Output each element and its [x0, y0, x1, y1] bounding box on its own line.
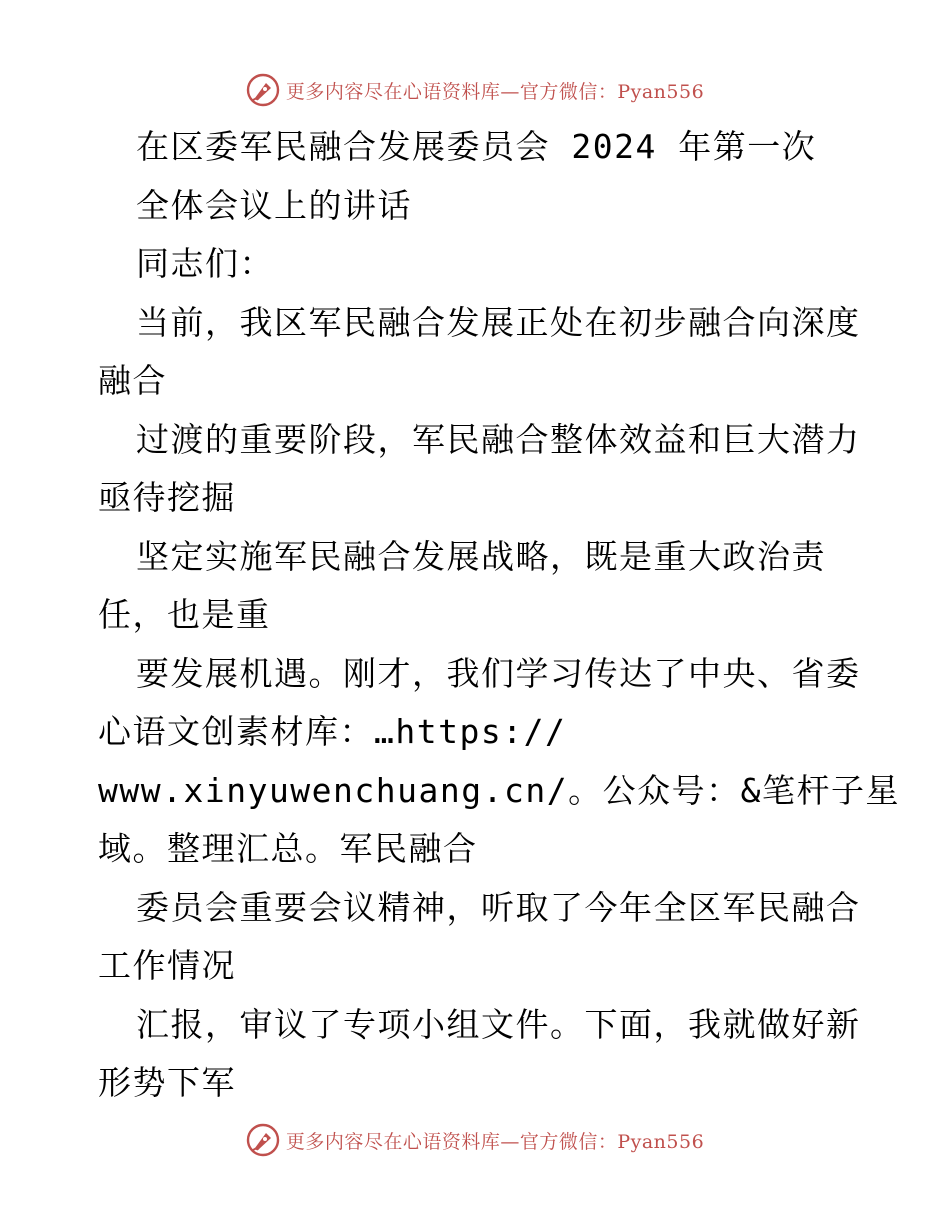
paragraph-line: 心语文创素材库：…https://: [98, 712, 567, 751]
paragraph-line: 任，也是重: [98, 595, 271, 634]
pen-nib-logo-icon: [246, 73, 280, 107]
paragraph-line: 过渡的重要阶段，军民融合整体效益和巨大潜力: [136, 419, 861, 459]
paragraph-line: www.xinyuwenchuang.cn/。公众号：&笔杆子星: [98, 770, 900, 810]
paragraph-line: 汇报，审议了专项小组文件。下面，我就做好新: [136, 1004, 861, 1044]
paragraph-line: 工作情况: [98, 946, 236, 985]
title-line: 在区委军民融合发展委员会 2024 年第一次: [136, 127, 817, 166]
pen-nib-logo-icon: [246, 1123, 280, 1157]
salutation: 同志们：: [136, 244, 274, 283]
header-watermark: [0, 70, 950, 110]
title-line: 全体会议上的讲话: [136, 185, 412, 225]
footer-watermark: [0, 1120, 950, 1160]
watermark-text: 更多内容尽在心语资料库—官方微信：Pyan556: [285, 80, 705, 103]
paragraph-line: 委员会重要会议精神，听取了今年全区军民融合: [136, 887, 861, 927]
paragraph-line: 要发展机遇。刚才，我们学习传达了中央、省委: [136, 653, 861, 693]
paragraph-line: 亟待挖掘: [98, 478, 236, 517]
paragraph-line: 域。整理汇总。军民融合: [98, 829, 478, 868]
paragraph-line: 坚定实施军民融合发展战略，既是重大政治责: [136, 536, 826, 576]
document-body: [98, 118, 900, 1113]
watermark-text: 更多内容尽在心语资料库—官方微信：Pyan556: [285, 1130, 705, 1153]
paragraph-line: 融合: [98, 361, 167, 400]
paragraph-line: 形势下军: [98, 1063, 236, 1102]
paragraph-line: 当前，我区军民融合发展正处在初步融合向深度: [136, 302, 861, 342]
